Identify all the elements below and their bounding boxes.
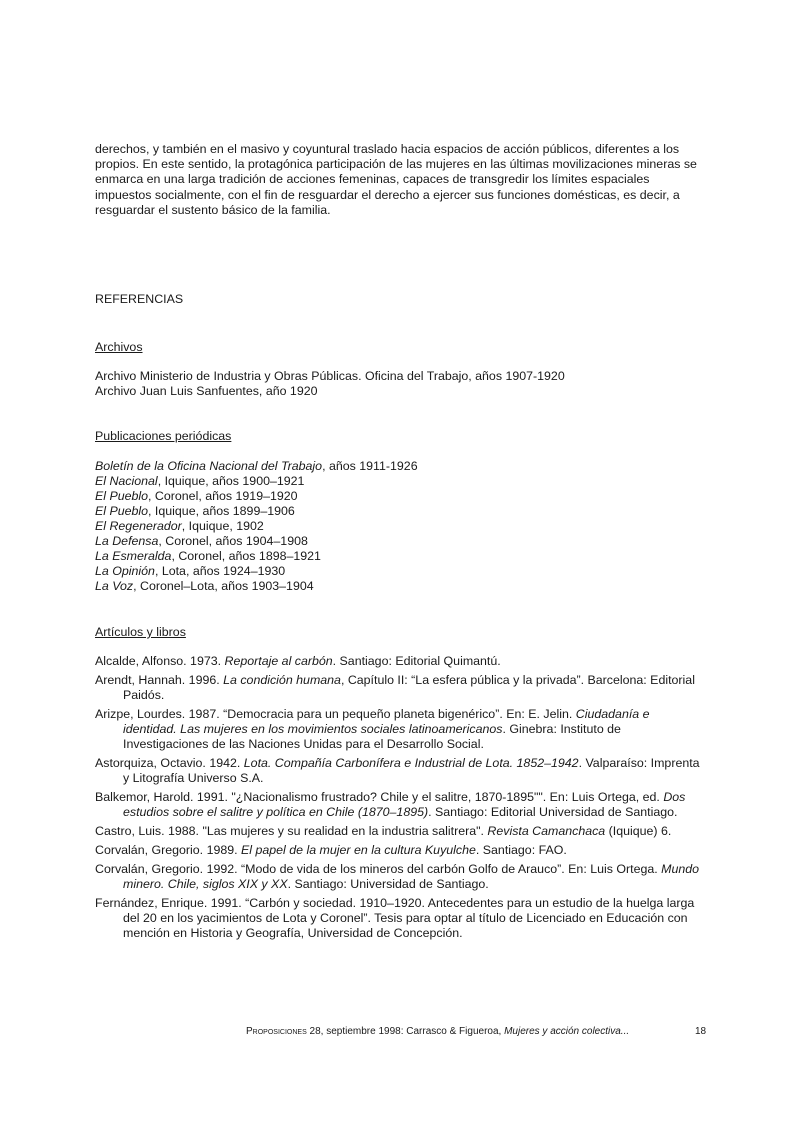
reference-entry xyxy=(95,862,705,892)
publication-detail: , Coronel, años 1919–1920 xyxy=(148,489,298,503)
publication-detail: , Coronel, años 1898–1921 xyxy=(171,549,321,563)
reference-title: Ciudadanía e identidad. Las mujeres en los movimientos sociales latinoamericanos xyxy=(123,707,650,736)
reference-text: Castro, Luis. 1988. "Las mujeres y su realidad en la industria salitrera". xyxy=(95,824,488,838)
publication-item xyxy=(95,564,418,579)
articulos-heading: Artículos y libros xyxy=(95,625,186,639)
publication-item xyxy=(95,519,418,534)
reference-text: Arizpe, Lourdes. 1987. “Democracia para un pequeño planeta bigenérico”. En: E. Jelin. xyxy=(95,707,576,721)
publication-detail: , Iquique, años 1899–1906 xyxy=(148,504,295,518)
publication-detail: , Coronel, años 1904–1908 xyxy=(158,534,308,548)
publication-detail: , años 1911-1926 xyxy=(322,459,418,473)
publication-title: La Opinión xyxy=(95,564,155,578)
publication-detail: , Iquique, 1902 xyxy=(181,519,264,533)
reference-text: Fernández, Enrique. 1991. “Carbón y sociedad. 1910–1920. Antecedentes para un estudio de la huelga larga del 20 en los yacimientos de Lota y Coronel”. Tesis para optar al título de Licenciado en Educación con mención en Historia y Geografía, Universidad de Concepción. xyxy=(95,896,695,940)
publication-item xyxy=(95,504,418,519)
publication-item xyxy=(95,579,418,594)
reference-title: Lota. Compañía Carbonífera e Industrial de Lota. 1852–1942 xyxy=(243,756,579,770)
footer-text: 28, septiembre 1998: Carrasco & Figueroa, xyxy=(306,1026,505,1037)
archivo-item: Archivo Ministerio de Industria y Obras Públicas. Oficina del Trabajo, años 1907-1920 xyxy=(95,369,565,383)
page-number: 18 xyxy=(695,1026,707,1037)
reference-text: Arendt, Hannah. 1996. xyxy=(95,673,224,687)
reference-text: Astorquiza, Octavio. 1942. xyxy=(95,756,244,770)
publication-item xyxy=(95,549,418,564)
reference-entry xyxy=(95,673,705,703)
reference-entry xyxy=(95,896,705,941)
publication-detail: , Coronel–Lota, años 1903–1904 xyxy=(133,579,314,593)
reference-text: Alcalde, Alfonso. 1973. xyxy=(95,654,225,668)
reference-entry xyxy=(95,707,705,752)
publication-item xyxy=(95,474,418,489)
reference-title: Mundo minero. Chile, siglos XIX y XX xyxy=(123,862,700,891)
reference-title: La condición humana xyxy=(223,673,341,687)
page-footer xyxy=(246,1026,629,1037)
publication-title: El Pueblo xyxy=(95,489,149,503)
publication-item xyxy=(95,459,418,474)
reference-entry xyxy=(95,790,705,820)
reference-text: . Ginebra: Instituto de Investigaciones de las Naciones Unidas para el Desarrollo Social. xyxy=(123,722,621,751)
archivos-heading: Archivos xyxy=(95,340,143,354)
publication-title: El Nacional xyxy=(95,474,158,488)
publication-title: El Pueblo xyxy=(95,504,149,518)
archivo-item: Archivo Juan Luis Sanfuentes, año 1920 xyxy=(95,384,318,398)
references-heading: REFERENCIAS xyxy=(95,292,184,306)
publication-item xyxy=(95,534,418,549)
reference-entry xyxy=(95,824,705,839)
publication-title: Boletín de la Oficina Nacional del Trabajo xyxy=(95,459,323,473)
publicaciones-list xyxy=(95,459,418,594)
footer-journal: Proposiciones xyxy=(246,1026,307,1037)
reference-entry xyxy=(95,756,705,786)
reference-entry xyxy=(95,843,705,858)
reference-title: Revista Camanchaca xyxy=(487,824,606,838)
publication-title: La Defensa xyxy=(95,534,159,548)
reference-text: (Iquique) 6. xyxy=(605,824,672,838)
intro-paragraph: derechos, y también en el masivo y coyuntural traslado hacia espacios de acción públicos, diferentes a los propios. En este sentido, la protagónica participación de las mujeres en las últimas movilizaciones mineras se enmarca en una larga tradición de acciones femeninas, capaces de transgredir los límites espaciales impuestos socialmente, con el fin de resguardar el derecho a ejercer sus funciones domésticas, es decir, a resguardar el sustento básico de la familia. xyxy=(95,142,697,217)
publication-detail: , Iquique, años 1900–1921 xyxy=(157,474,305,488)
footer-title: Mujeres y acción colectiva... xyxy=(504,1026,630,1037)
reference-title: El papel de la mujer en la cultura Kuyulche xyxy=(241,843,476,857)
reference-text: . Valparaíso: Imprenta y Litografía Universo S.A. xyxy=(123,756,700,785)
reference-text: Corvalán, Gregorio. 1989. xyxy=(95,843,242,857)
reference-entry xyxy=(95,654,705,669)
reference-text: . Santiago: FAO. xyxy=(475,843,567,857)
reference-text: . Santiago: Editorial Universidad de Santiago. xyxy=(428,805,678,819)
reference-text: . Santiago: Editorial Quimantú. xyxy=(332,654,501,668)
publication-title: El Regenerador xyxy=(95,519,182,533)
publication-title: La Voz xyxy=(95,579,134,593)
reference-text: Corvalán, Gregorio. 1992. “Modo de vida de los mineros del carbón Golfo de Arauco”. En: Luis Ortega. xyxy=(95,862,662,876)
publication-title: La Esmeralda xyxy=(95,549,172,563)
articulos-list xyxy=(95,654,705,945)
publicaciones-heading: Publicaciones periódicas xyxy=(95,429,232,443)
reference-text: , Capítulo II: “La esfera pública y la privada”. Barcelona: Editorial Paidós. xyxy=(123,673,695,702)
publication-detail: , Lota, años 1924–1930 xyxy=(154,564,286,578)
reference-text: Balkemor, Harold. 1991. "¿Nacionalismo frustrado? Chile y el salitre, 1870-1895"". En: Luis Ortega, ed. xyxy=(95,790,664,804)
reference-title: Dos estudios sobre el salitre y política en Chile (1870–1895) xyxy=(123,790,686,819)
reference-title: Reportaje al carbón xyxy=(224,654,333,668)
publication-item xyxy=(95,489,418,504)
reference-text: . Santiago: Universidad de Santiago. xyxy=(287,877,489,891)
